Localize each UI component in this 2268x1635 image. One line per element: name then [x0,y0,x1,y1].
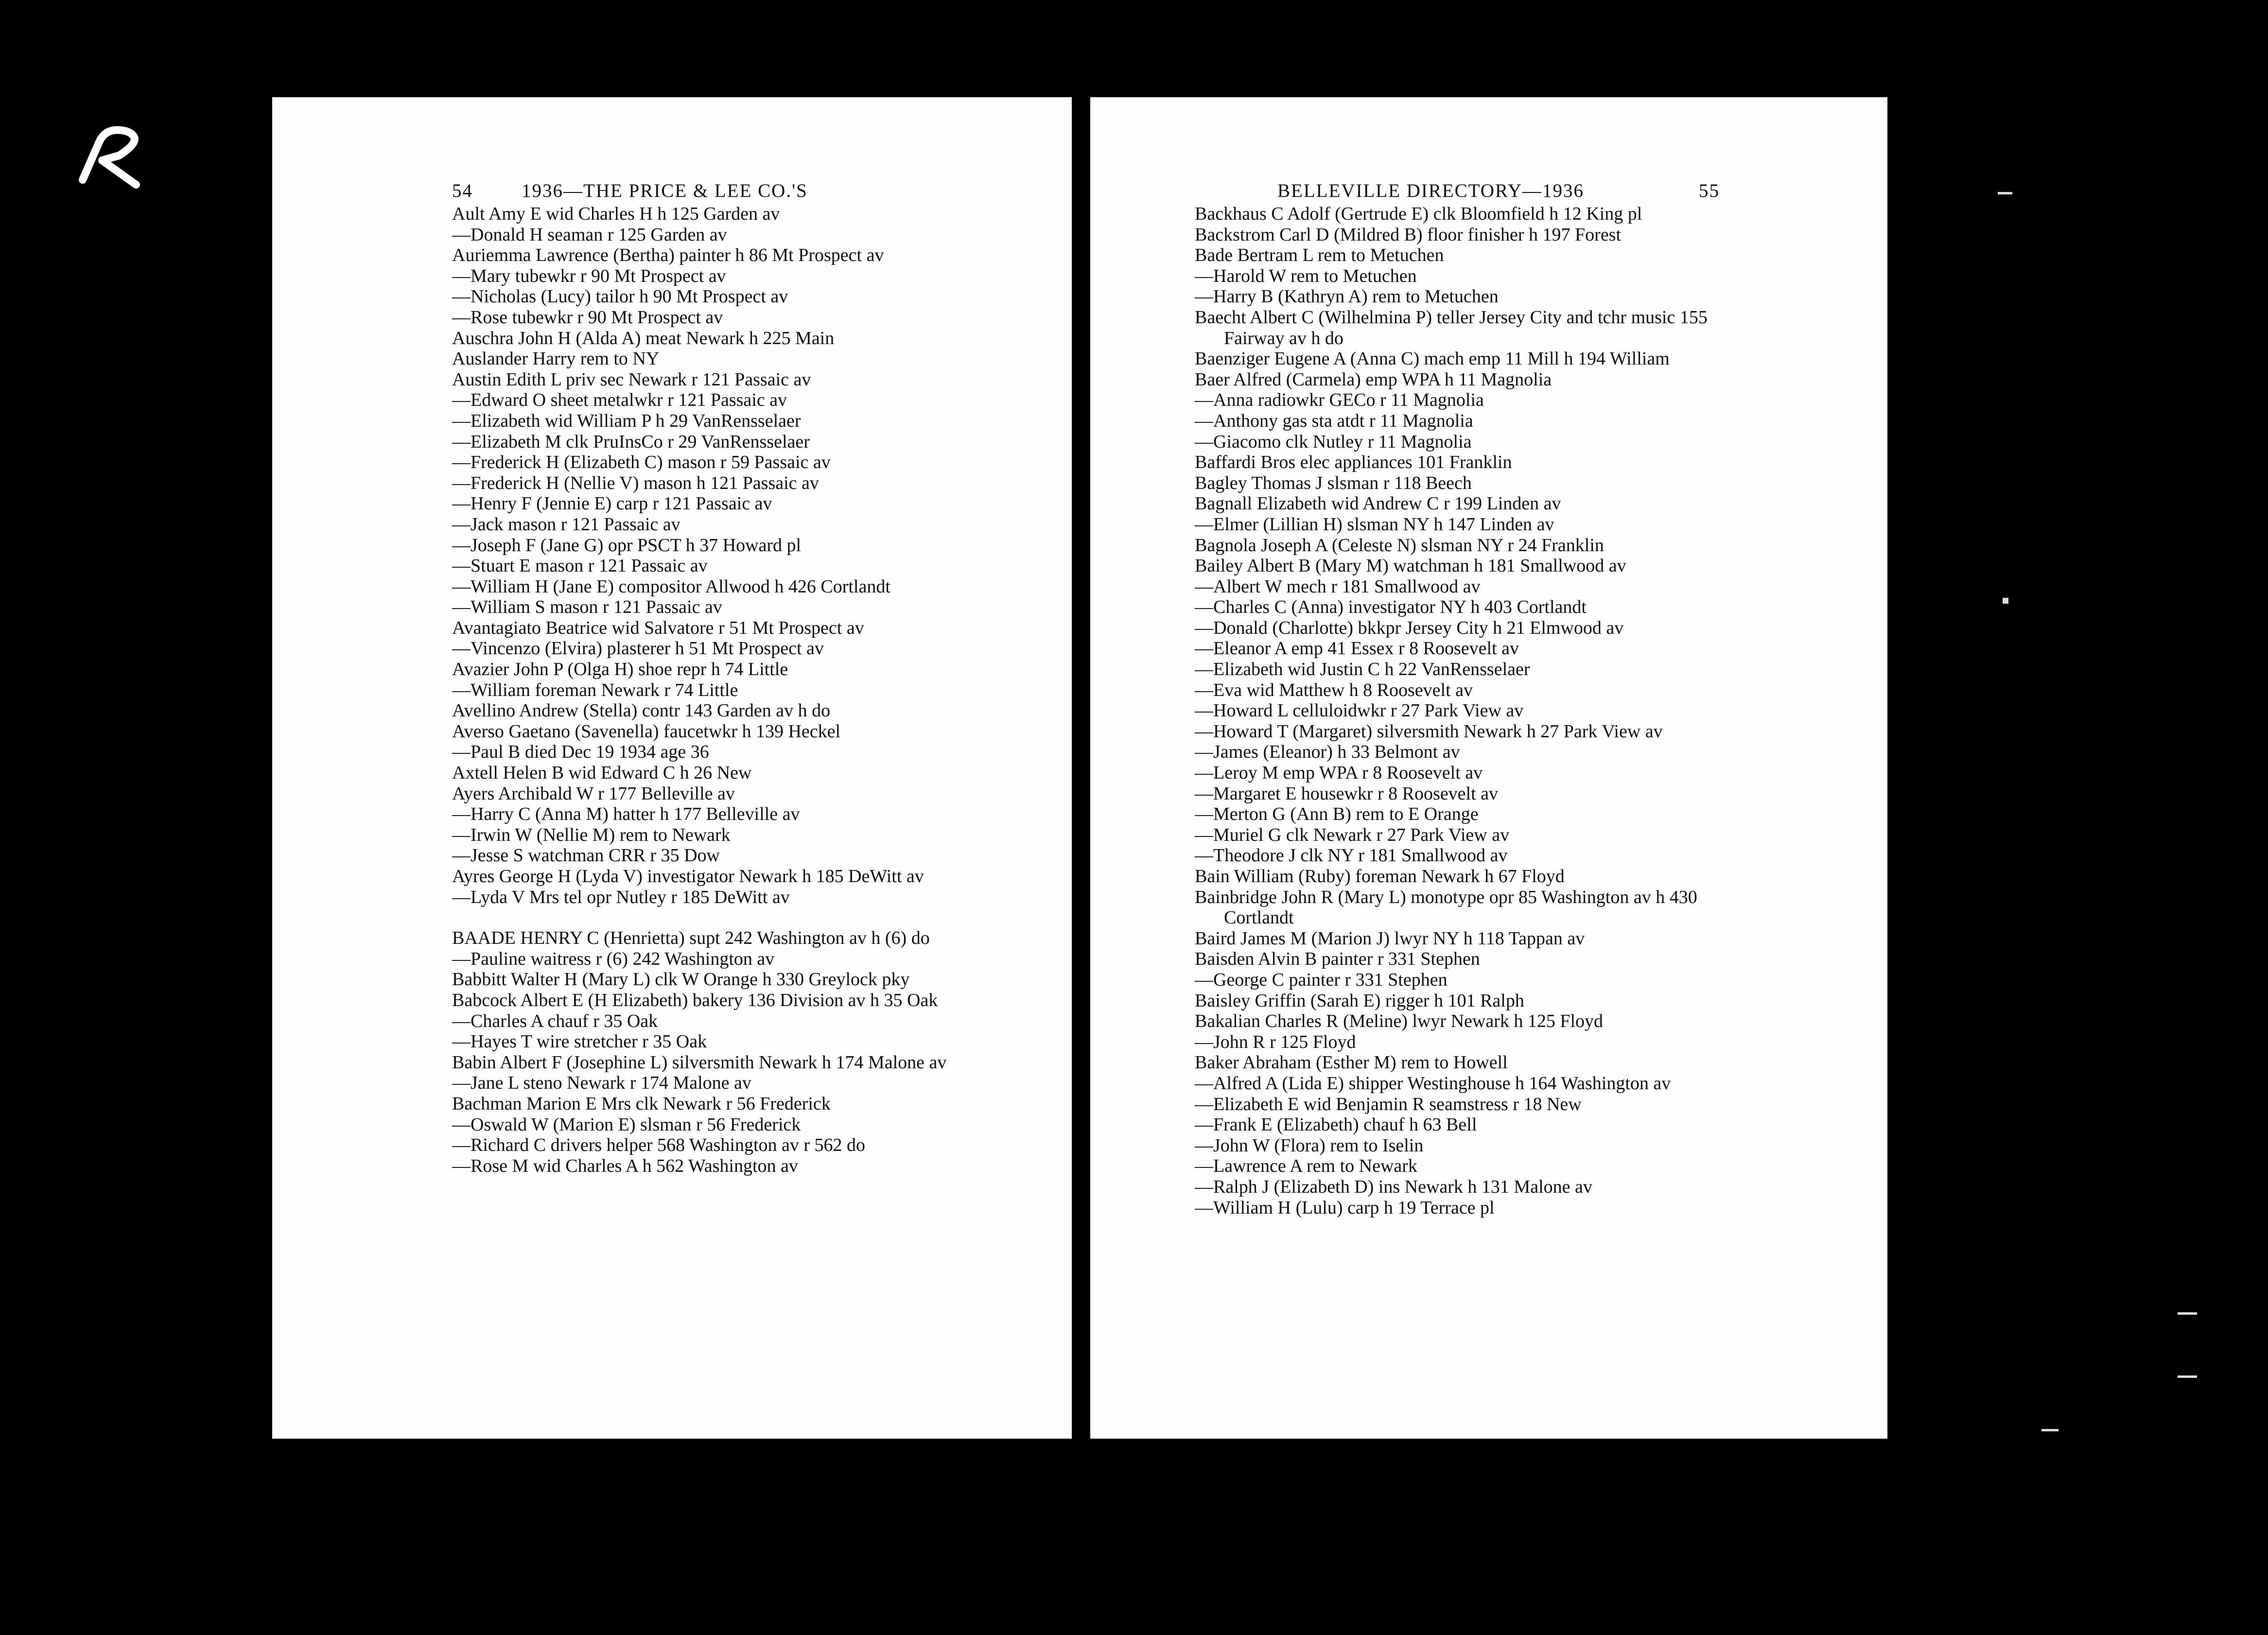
directory-entry: —Alfred A (Lida E) shipper Westinghouse h 164 Washington av [1195,1073,1671,1094]
directory-entry: Baecht Albert C (Wilhelmina P) teller Jersey City and tchr music 155 Fairway av h do [1195,307,1708,348]
directory-entry: —Elizabeth wid Justin C h 22 VanRensselaer [1195,659,1530,680]
directory-entry: —Charles A chauf r 35 Oak [452,1010,658,1031]
directory-entry: Babcock Albert E (H Elizabeth) bakery 136 Division av h 35 Oak [452,990,938,1010]
directory-entry: —Anna radiowkr GECo r 11 Magnolia [1195,390,1484,411]
directory-entry: —Harry C (Anna M) hatter h 177 Belleville av [452,804,800,825]
running-head: BELLEVILLE DIRECTORY—1936 [1277,180,1584,201]
directory-entry: Bailey Albert B (Mary M) watchman h 181 Smallwood av [1195,556,1626,576]
directory-entry: —Jesse S watchman CRR r 35 Dow [452,845,720,866]
directory-entry: Auschra John H (Alda A) meat Newark h 225 Main [452,328,835,348]
directory-entry: Baenziger Eugene A (Anna C) mach emp 11 Mill h 194 William [1195,348,1670,369]
directory-entry: —Paul B died Dec 19 1934 age 36 [452,742,709,763]
directory-entry: —Ralph J (Elizabeth D) ins Newark h 131 Malone av [1195,1176,1592,1197]
directory-entry: —William H (Jane E) compositor Allwood h 426 Cortlandt [452,576,890,597]
page-number: 55 [1699,180,1720,201]
directory-entry: —Mary tubewkr r 90 Mt Prospect av [452,265,726,286]
directory-entry: —Donald H seaman r 125 Garden av [452,224,727,245]
directory-entry: —Frederick H (Elizabeth C) mason r 59 Passaic av [452,452,831,473]
directory-entry-list [1195,204,1720,1218]
scan-dash-mark [1998,192,2012,194]
directory-entry: Backhaus C Adolf (Gertrude E) clk Bloomfield h 12 King pl [1195,204,1642,224]
running-head: 1936—THE PRICE & LEE CO.'S [522,180,808,201]
directory-entry: —Howard T (Margaret) silversmith Newark h 27 Park View av [1195,721,1663,742]
directory-entry: Axtell Helen B wid Edward C h 26 New [452,763,752,783]
directory-entry: —Joseph F (Jane G) opr PSCT h 37 Howard pl [452,535,802,556]
directory-entry: BAADE HENRY C (Henrietta) supt 242 Washington av h (6) do [452,928,930,949]
page-header [452,180,967,202]
directory-entry: Babbitt Walter H (Mary L) clk W Orange h 330 Greylock pky [452,969,910,990]
directory-entry: —Stuart E mason r 121 Passaic av [452,556,708,576]
directory-entry: —Lawrence A rem to Newark [1195,1156,1417,1177]
directory-entry: —Rose tubewkr r 90 Mt Prospect av [452,307,723,328]
directory-entry: —Merton G (Ann B) rem to E Orange [1195,804,1479,825]
scan-dash-mark [2003,598,2008,604]
directory-entry: —Eva wid Matthew h 8 Roosevelt av [1195,679,1473,700]
directory-entry: —Jane L steno Newark r 174 Malone av [452,1073,751,1094]
directory-entry: Baer Alfred (Carmela) emp WPA h 11 Magnolia [1195,369,1552,390]
directory-entry: —John W (Flora) rem to Iselin [1195,1135,1424,1156]
directory-entry: —Elizabeth E wid Benjamin R seamstress r 18 New [1195,1094,1582,1114]
directory-entry: Ayers Archibald W r 177 Belleville av [452,783,735,804]
directory-entry: —Donald (Charlotte) bkkpr Jersey City h 21 Elmwood av [1195,617,1624,638]
directory-entry: —Elizabeth M clk PruInsCo r 29 VanRensselaer [452,431,810,452]
directory-entry: —Frederick H (Nellie V) mason h 121 Passaic av [452,472,819,493]
directory-entry: —Irwin W (Nellie M) rem to Newark [452,824,731,845]
directory-entry: Baisley Griffin (Sarah E) rigger h 101 Ralph [1195,990,1524,1011]
scan-dash-mark [2041,1429,2059,1431]
directory-entry: —Giacomo clk Nutley r 11 Magnolia [1195,431,1472,452]
scan-dash-mark [2178,1312,2197,1315]
directory-page-right [1090,97,1887,1439]
directory-entry: —Lyda V Mrs tel opr Nutley r 185 DeWitt av [452,887,790,907]
directory-entry: —Frank E (Elizabeth) chauf h 63 Bell [1195,1114,1477,1135]
directory-entry: —Edward O sheet metalwkr r 121 Passaic av [452,390,787,411]
page-header [1195,180,1720,202]
directory-entry: Austin Edith L priv sec Newark r 121 Passaic av [452,369,811,390]
directory-entry: —Richard C drivers helper 568 Washington av r 562 do [452,1135,866,1156]
directory-entry: —William H (Lulu) carp h 19 Terrace pl [1195,1197,1495,1218]
directory-entry: Baffardi Bros elec appliances 101 Franklin [1195,452,1512,473]
directory-entry: Bain William (Ruby) foreman Newark h 67 Floyd [1195,866,1565,887]
directory-entry: —Harold W rem to Metuchen [1195,265,1417,286]
directory-entry: —John R r 125 Floyd [1195,1031,1356,1052]
directory-entry: —Henry F (Jennie E) carp r 121 Passaic av [452,493,772,514]
directory-entry: —Hayes T wire stretcher r 35 Oak [452,1031,707,1052]
directory-entry: —Eleanor A emp 41 Essex r 8 Roosevelt av [1195,638,1519,659]
directory-entry: —Nicholas (Lucy) tailor h 90 Mt Prospect av [452,286,788,307]
directory-entry: Bachman Marion E Mrs clk Newark r 56 Frederick [452,1093,831,1114]
directory-entry: Bakalian Charles R (Meline) lwyr Newark h 125 Floyd [1195,1011,1604,1032]
directory-entry: —Margaret E housewkr r 8 Roosevelt av [1195,783,1499,804]
directory-page-left [272,97,1072,1439]
directory-entry: Baird James M (Marion J) lwyr NY h 118 Tappan av [1195,928,1585,949]
directory-entry: Averso Gaetano (Savenella) faucetwkr h 139 Heckel [452,721,841,742]
directory-entry: —Elmer (Lillian H) slsman NY h 147 Linden av [1195,514,1554,535]
directory-entry: Bagley Thomas J slsman r 118 Beech [1195,472,1472,493]
directory-entry: —Anthony gas sta atdt r 11 Magnolia [1195,410,1473,431]
directory-entry: —Howard L celluloidwkr r 27 Park View av [1195,700,1524,721]
handwritten-corner-mark [73,122,156,194]
directory-entry: —Pauline waitress r (6) 242 Washington av [452,948,775,969]
directory-entry: —Elizabeth wid William P h 29 VanRensselaer [452,410,801,431]
directory-entry: —Leroy M emp WPA r 8 Roosevelt av [1195,763,1483,783]
directory-entry: Avantagiato Beatrice wid Salvatore r 51 Mt Prospect av [452,617,864,638]
directory-entry-list [452,204,977,1176]
directory-entry: —Theodore J clk NY r 181 Smallwood av [1195,845,1508,866]
directory-entry: —Rose M wid Charles A h 562 Washington av [452,1155,798,1176]
directory-entry: —Charles C (Anna) investigator NY h 403 Cortlandt [1195,597,1587,618]
directory-entry: Baisden Alvin B painter r 331 Stephen [1195,949,1480,970]
directory-entry: Bade Bertram L rem to Metuchen [1195,245,1444,266]
directory-entry: Ault Amy E wid Charles H h 125 Garden av [452,204,780,224]
directory-entry: Bagnall Elizabeth wid Andrew C r 199 Linden av [1195,493,1561,514]
directory-entry: —George C painter r 331 Stephen [1195,969,1448,990]
directory-entry: Babin Albert F (Josephine L) silversmith Newark h 174 Malone av [452,1052,947,1073]
directory-entry: —Muriel G clk Newark r 27 Park View av [1195,824,1510,845]
directory-entry: Avazier John P (Olga H) shoe repr h 74 Little [452,659,788,680]
directory-entry: —James (Eleanor) h 33 Belmont av [1195,742,1460,763]
directory-entry: Ayres George H (Lyda V) investigator Newark h 185 DeWitt av [452,866,924,887]
directory-entry: Auslander Harry rem to NY [452,348,660,369]
directory-entry: Auriemma Lawrence (Bertha) painter h 86 Mt Prospect av [452,245,884,266]
directory-entry: Backstrom Carl D (Mildred B) floor finisher h 197 Forest [1195,224,1622,245]
directory-entry: Bainbridge John R (Mary L) monotype opr 85 Washington av h 430 Cortlandt [1195,887,1697,928]
directory-entry: —William S mason r 121 Passaic av [452,597,722,618]
directory-entry: —Vincenzo (Elvira) plasterer h 51 Mt Prospect av [452,638,824,659]
directory-entry: —Harry B (Kathryn A) rem to Metuchen [1195,286,1499,307]
directory-entry: —Oswald W (Marion E) slsman r 56 Frederick [452,1114,801,1135]
directory-entry: Baker Abraham (Esther M) rem to Howell [1195,1052,1508,1073]
directory-entry: Bagnola Joseph A (Celeste N) slsman NY r 24 Franklin [1195,535,1604,556]
directory-entry: Avellino Andrew (Stella) contr 143 Garden av h do [452,700,831,721]
page-number: 54 [452,180,473,201]
scan-dash-mark [2178,1375,2197,1378]
directory-entry: —William foreman Newark r 74 Little [452,679,738,700]
directory-entry: —Jack mason r 121 Passaic av [452,514,680,535]
directory-entry: —Albert W mech r 181 Smallwood av [1195,576,1481,597]
